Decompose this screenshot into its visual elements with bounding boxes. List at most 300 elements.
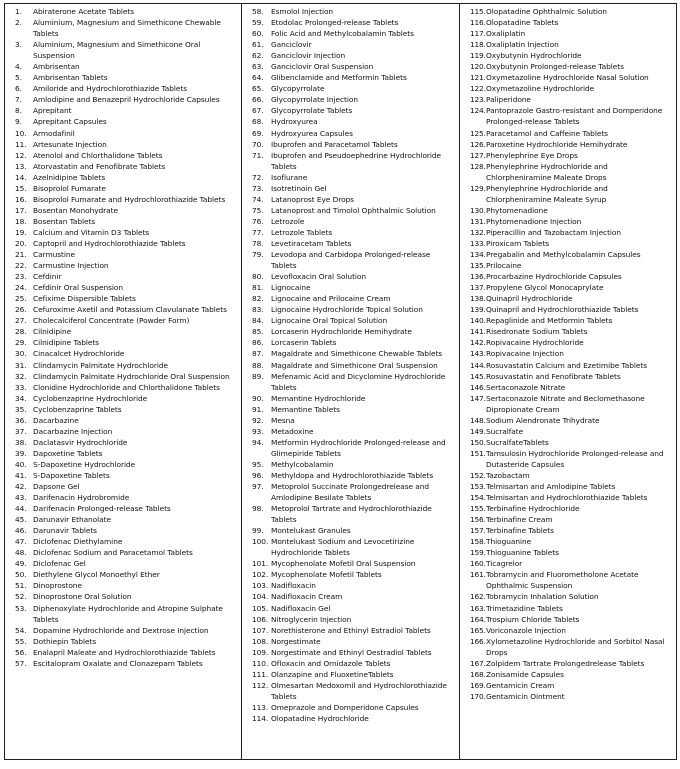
drug-name: Lignocaine and Prilocaine Cream xyxy=(271,294,391,304)
drug-name: Clindamycin Palmitate Hydrochloride Oral Suspension xyxy=(33,371,230,381)
list-item xyxy=(242,415,455,426)
drug-name: Daclatasvir Hydrochloride xyxy=(33,437,128,447)
item-number: 16. xyxy=(15,194,27,204)
list-item xyxy=(242,702,455,713)
item-number: 3. xyxy=(15,40,22,50)
list-item xyxy=(460,348,672,359)
item-number: 25. xyxy=(15,294,27,304)
list-item xyxy=(5,315,237,326)
item-number: 132. xyxy=(470,227,486,237)
drug-name: Cinacalcet Hydrochloride xyxy=(33,349,125,359)
list-item xyxy=(242,227,455,238)
item-number: 36. xyxy=(15,415,27,425)
item-number: 124. xyxy=(470,106,486,116)
list-item xyxy=(460,50,672,61)
drug-name: Amlodipine and Benazepril Hydrochloride Capsules xyxy=(33,95,220,105)
item-number: 12. xyxy=(15,150,27,160)
drug-name: Hydroxyurea Capsules xyxy=(271,128,353,138)
drug-name: Trimetazidine Tablets xyxy=(486,603,563,613)
item-number: 27. xyxy=(15,316,27,326)
drug-name: Lignocaine Oral Topical Solution xyxy=(271,316,388,326)
drug-name: Phenylephrine Eye Drops xyxy=(486,150,578,160)
item-number: 157. xyxy=(470,526,486,536)
drug-name: S-Dapoxetine Hydrochloride xyxy=(33,459,136,469)
item-number: 78. xyxy=(252,238,264,248)
drug-name: Rosuvastatin and Fenofibrate Tablets xyxy=(486,371,621,381)
drug-name: Sucralfate xyxy=(486,426,524,436)
item-number: 84. xyxy=(252,316,264,326)
drug-name: S-Dapoxetine Tablets xyxy=(33,470,110,480)
list-item xyxy=(460,94,672,105)
item-number: 130. xyxy=(470,205,486,215)
drug-name: Diethylene Glycol Monoethyl Ether xyxy=(33,570,160,580)
drug-name: Methylcobalamin xyxy=(271,459,334,469)
item-number: 138. xyxy=(470,294,486,304)
list-item xyxy=(460,271,672,282)
drug-list xyxy=(5,4,241,669)
item-number: 102. xyxy=(252,570,269,580)
list-item xyxy=(5,39,237,61)
list-item xyxy=(460,614,672,625)
list-item xyxy=(460,437,672,448)
list-item xyxy=(5,658,237,669)
item-number: 131. xyxy=(470,216,486,226)
list-item xyxy=(242,603,455,614)
drug-name: Gentamicin Cream xyxy=(486,680,555,690)
list-item xyxy=(460,426,672,437)
item-number: 135. xyxy=(470,261,486,271)
drug-name: Enalapril Maleate and Hydrochlorothiazide Tablets xyxy=(33,647,216,657)
list-item xyxy=(242,669,455,680)
list-item xyxy=(5,216,237,227)
drug-name: Paroxetine Hydrochloride Hemihydrate xyxy=(486,139,628,149)
list-item xyxy=(242,326,455,337)
drug-name: Zolpidem Tartrate Prolongedrelease Tablets xyxy=(486,658,645,668)
drug-name: Paracetamol and Caffeine Tablets xyxy=(486,128,608,138)
list-item xyxy=(242,72,455,83)
drug-name: Mycophenolate Mofetil Tablets xyxy=(271,570,382,580)
item-number: 26. xyxy=(15,305,27,315)
drug-name: Phenylephrine Hydrochloride and Chlorpheniramine Maleate Drops xyxy=(486,161,608,182)
item-number: 5. xyxy=(15,73,22,83)
list-item xyxy=(5,83,237,94)
item-number: 148. xyxy=(470,415,486,425)
drug-name: Cilnidipine xyxy=(33,327,72,337)
item-number: 50. xyxy=(15,570,27,580)
list-item xyxy=(5,525,237,536)
drug-name: Metformin Hydrochloride Prolonged-release and Glimepiride Tablets xyxy=(271,437,446,458)
item-number: 115. xyxy=(470,7,486,16)
item-number: 55. xyxy=(15,636,27,646)
drug-name: Esmolol Injection xyxy=(271,7,334,16)
item-number: 146. xyxy=(470,382,486,392)
list-item xyxy=(242,680,455,702)
list-item xyxy=(242,658,455,669)
item-number: 104. xyxy=(252,592,269,602)
list-item xyxy=(242,271,455,282)
drug-name: Dapoxetine Tablets xyxy=(33,448,103,458)
drug-name: Oxaliplatin Injection xyxy=(486,40,559,50)
drug-name: Captopril and Hydrochlorothiazide Tablets xyxy=(33,238,186,248)
drug-name: Aprepitant xyxy=(33,106,72,116)
drug-name: Cholecalciferol Concentrate (Powder Form) xyxy=(33,316,190,326)
drug-name: Atorvastatin and Fenofibrate Tablets xyxy=(33,161,166,171)
drug-name: Olmesartan Medoxomil and Hydrochlorothiazide Tablets xyxy=(271,680,447,701)
list-item xyxy=(5,172,237,183)
drug-name: Levodopa and Carbidopa Prolonged-release Tablets xyxy=(271,250,431,271)
list-item xyxy=(5,161,237,172)
drug-name: Aluminium, Magnesium and Simethicone Oral Suspension xyxy=(33,40,201,61)
item-number: 37. xyxy=(15,426,27,436)
drug-name: Ganciclovir xyxy=(271,40,312,50)
item-number: 54. xyxy=(15,625,27,635)
item-number: 114. xyxy=(252,714,269,723)
drug-name: Tazobactam xyxy=(486,470,530,480)
drug-name: Metadoxine xyxy=(271,426,314,436)
drug-name: Darifenacin Prolonged-release Tablets xyxy=(33,504,171,514)
drug-name: Abiraterone Acetate Tablets xyxy=(33,7,135,16)
drug-name: Etodolac Prolonged-release Tablets xyxy=(271,18,399,28)
list-item xyxy=(460,669,672,680)
drug-name: Ibuprofen and Pseudoephedrine Hydrochloride Tablets xyxy=(271,150,442,171)
item-number: 39. xyxy=(15,448,27,458)
item-number: 4. xyxy=(15,62,22,72)
item-number: 66. xyxy=(252,95,264,105)
item-number: 42. xyxy=(15,482,27,492)
drug-name: Olopatadine Ophthalmic Solution xyxy=(486,7,607,16)
item-number: 140. xyxy=(470,316,486,326)
list-item xyxy=(460,249,672,260)
drug-name: Magaldrate and Simethicone Oral Suspension xyxy=(271,360,438,370)
drug-name: Quinapril and Hydrochlorothiazide Tablets xyxy=(486,305,639,315)
drug-name: Terbinafine Tablets xyxy=(486,526,554,536)
list-item xyxy=(460,558,672,569)
list-item xyxy=(460,83,672,94)
item-number: 165. xyxy=(470,625,486,635)
list-item xyxy=(460,393,672,415)
drug-name: Diclofenac Gel xyxy=(33,559,86,569)
list-item xyxy=(460,205,672,216)
item-number: 168. xyxy=(470,669,486,679)
drug-name: Paliperidone xyxy=(486,95,531,105)
item-number: 86. xyxy=(252,338,264,348)
list-item xyxy=(242,28,455,39)
item-number: 152. xyxy=(470,470,486,480)
list-item xyxy=(460,315,672,326)
list-item xyxy=(5,404,237,415)
drug-name: Sertaconazole Nitrate xyxy=(486,382,566,392)
list-item xyxy=(242,83,455,94)
drug-name: Levetiracetam Tablets xyxy=(271,238,352,248)
list-item xyxy=(5,426,237,437)
drug-name: Voriconazole Injection xyxy=(486,625,566,635)
drug-name: Omeprazole and Domperidone Capsules xyxy=(271,702,419,712)
item-number: 145. xyxy=(470,371,486,381)
item-number: 46. xyxy=(15,526,27,536)
list-item xyxy=(242,61,455,72)
item-number: 137. xyxy=(470,283,486,293)
list-item xyxy=(242,105,455,116)
list-item xyxy=(460,161,672,183)
list-item xyxy=(242,481,455,503)
item-number: 85. xyxy=(252,327,264,337)
item-number: 97. xyxy=(252,482,264,492)
drug-name: Cefdinir Oral Suspension xyxy=(33,283,124,293)
item-number: 110. xyxy=(252,658,269,668)
item-number: 67. xyxy=(252,106,264,116)
item-number: 123. xyxy=(470,95,486,105)
item-number: 49. xyxy=(15,559,27,569)
drug-name: Tobramycin Inhalation Solution xyxy=(486,592,599,602)
list-item xyxy=(5,503,237,514)
list-item xyxy=(242,426,455,437)
list-item xyxy=(242,713,455,724)
item-number: 56. xyxy=(15,647,27,657)
item-number: 40. xyxy=(15,459,27,469)
list-item xyxy=(242,348,455,359)
drug-name: Oxaliplatin xyxy=(486,29,526,39)
drug-name: Diclofenac Diethylamine xyxy=(33,537,123,547)
list-item xyxy=(5,304,237,315)
item-number: 125. xyxy=(470,128,486,138)
item-number: 144. xyxy=(470,360,486,370)
item-number: 43. xyxy=(15,493,27,503)
drug-name: Norgestimate and Ethinyl Oestradiol Tablets xyxy=(271,647,432,657)
drug-name: Bosentan Tablets xyxy=(33,216,96,226)
list-item xyxy=(5,17,237,39)
drug-name: Sodium Alendronate Trihydrate xyxy=(486,415,600,425)
item-number: 98. xyxy=(252,504,264,514)
drug-name: Pregabalin and Methylcobalamin Capsules xyxy=(486,250,641,260)
drug-list xyxy=(460,4,676,702)
list-item xyxy=(460,680,672,691)
item-number: 68. xyxy=(252,117,264,127)
list-item xyxy=(460,304,672,315)
item-number: 136. xyxy=(470,272,486,282)
item-number: 116. xyxy=(470,18,486,28)
drug-name: Bisoprolol Fumarate and Hydrochlorothiazide Tablets xyxy=(33,194,226,204)
drug-name: Bosentan Monohydrate xyxy=(33,205,118,215)
drug-name: Lorcaserin Tablets xyxy=(271,338,337,348)
drug-name: Phytomenadione xyxy=(486,205,548,215)
drug-name: Armodafinil xyxy=(33,128,75,138)
drug-name: Nadifloxacin Cream xyxy=(271,592,343,602)
list-item xyxy=(242,183,455,194)
item-number: 106. xyxy=(252,614,269,624)
list-item xyxy=(460,470,672,481)
drug-name: Folic Acid and Methylcobalamin Tablets xyxy=(271,29,414,39)
list-item xyxy=(460,216,672,227)
drug-name: Trospium Chloride Tablets xyxy=(486,614,580,624)
list-item xyxy=(5,636,237,647)
list-item xyxy=(5,536,237,547)
item-number: 112. xyxy=(252,680,269,690)
list-item xyxy=(5,360,237,371)
item-number: 21. xyxy=(15,250,27,260)
list-item xyxy=(242,558,455,569)
drug-name: Letrozole Tablets xyxy=(271,227,333,237)
drug-name: Oxymetazoline Hydrochloride Nasal Solution xyxy=(486,73,649,83)
item-number: 139. xyxy=(470,305,486,315)
list-item xyxy=(242,205,455,216)
list-item xyxy=(242,150,455,172)
item-number: 120. xyxy=(470,62,486,72)
list-item xyxy=(460,514,672,525)
list-item xyxy=(5,116,237,127)
list-item xyxy=(242,293,455,304)
drug-name: Ropivacaine Hydrochloride xyxy=(486,338,584,348)
drug-name: Clonidine Hydrochloride and Chlorthalidone Tablets xyxy=(33,382,220,392)
item-number: 91. xyxy=(252,404,264,414)
list-item xyxy=(460,547,672,558)
list-item xyxy=(242,525,455,536)
list-item xyxy=(242,569,455,580)
drug-name: Diclofenac Sodium and Paracetamol Tablets xyxy=(33,548,193,558)
drug-name: Nadifloxacin Gel xyxy=(271,603,331,613)
drug-name: Dacarbazine xyxy=(33,415,79,425)
list-item xyxy=(460,17,672,28)
item-number: 28. xyxy=(15,327,27,337)
item-number: 90. xyxy=(252,393,264,403)
item-number: 167. xyxy=(470,658,486,668)
drug-name: Cefixime Dispersible Tablets xyxy=(33,294,136,304)
drug-name: Ambrisentan xyxy=(33,62,80,72)
list-item xyxy=(5,415,237,426)
item-number: 92. xyxy=(252,415,264,425)
drug-name: Lignocaine xyxy=(271,283,311,293)
drug-name: Cyclobenzaprine Hydrochloride xyxy=(33,393,148,403)
drug-name: Mesna xyxy=(271,415,295,425)
item-number: 158. xyxy=(470,537,486,547)
drug-name: Mycophenolate Mofetil Oral Suspension xyxy=(271,559,416,569)
item-number: 143. xyxy=(470,349,486,359)
drug-name: Lorcaserin Hydrochloride Hemihydrate xyxy=(271,327,412,337)
drug-name: Azelnidipine Tablets xyxy=(33,172,106,182)
list-item xyxy=(460,658,672,669)
drug-name: Thioguanine xyxy=(486,537,532,547)
drug-name: Escitalopram Oxalate and Clonazepam Tablets xyxy=(33,658,203,668)
list-item xyxy=(5,437,237,448)
item-number: 93. xyxy=(252,426,264,436)
list-item xyxy=(5,72,237,83)
drug-name: Repaglinide and Metformin Tablets xyxy=(486,316,613,326)
list-item xyxy=(460,326,672,337)
drug-name: Glycopyrrolate xyxy=(271,84,325,94)
drug-name: Xylometazoline Hydrochloride and Sorbitol Nasal Drops xyxy=(486,636,665,657)
item-number: 111. xyxy=(252,669,269,679)
list-item xyxy=(460,415,672,426)
list-item xyxy=(460,525,672,536)
item-number: 10. xyxy=(15,128,27,138)
item-number: 141. xyxy=(470,327,486,337)
item-number: 18. xyxy=(15,216,27,226)
item-number: 13. xyxy=(15,161,27,171)
list-item xyxy=(460,591,672,602)
item-number: 62. xyxy=(252,51,264,61)
item-number: 79. xyxy=(252,250,264,260)
list-item xyxy=(242,360,455,371)
list-item xyxy=(460,282,672,293)
drug-name: Terbinafine Cream xyxy=(486,515,553,525)
item-number: 7. xyxy=(15,95,22,105)
list-item xyxy=(5,470,237,481)
list-item xyxy=(242,116,455,127)
drug-name: Olopatadine Hydrochloride xyxy=(271,714,369,723)
item-number: 169. xyxy=(470,680,486,690)
item-number: 118. xyxy=(470,40,486,50)
item-number: 82. xyxy=(252,294,264,304)
item-number: 22. xyxy=(15,261,27,271)
item-number: 134. xyxy=(470,250,486,260)
list-item xyxy=(242,591,455,602)
drug-name: Latanoprost Eye Drops xyxy=(271,194,354,204)
item-number: 24. xyxy=(15,283,27,293)
list-item xyxy=(5,448,237,459)
item-number: 109. xyxy=(252,647,269,657)
list-item xyxy=(460,105,672,127)
drug-name: Norgestimate xyxy=(271,636,321,646)
list-item xyxy=(460,61,672,72)
list-item xyxy=(460,150,672,161)
item-number: 6. xyxy=(15,84,22,94)
list-item xyxy=(5,459,237,470)
drug-name: Aluminium, Magnesium and Simethicone Chewable Tablets xyxy=(33,18,221,39)
item-number: 159. xyxy=(470,548,486,558)
item-number: 30. xyxy=(15,349,27,359)
drug-name: Bisoprolol Fumarate xyxy=(33,183,106,193)
list-item xyxy=(5,481,237,492)
list-item xyxy=(242,39,455,50)
drug-name: Ganciclovir Oral Suspension xyxy=(271,62,374,72)
item-number: 11. xyxy=(15,139,27,149)
list-item xyxy=(5,271,237,282)
drug-name: Ambrisentan Tablets xyxy=(33,73,108,83)
drug-name: SucralfateTablets xyxy=(486,437,549,447)
item-number: 154. xyxy=(470,493,486,503)
drug-name: Sertaconazole Nitrate and Beclomethasone Dipropionate Cream xyxy=(486,393,645,414)
list-item xyxy=(460,536,672,547)
item-number: 170. xyxy=(470,691,486,701)
item-number: 2. xyxy=(15,18,22,28)
item-number: 52. xyxy=(15,592,27,602)
drug-name: Darifenacin Hydrobromide xyxy=(33,493,130,503)
drug-name: Cyclobenzaprine Tablets xyxy=(33,404,122,414)
item-number: 20. xyxy=(15,238,27,248)
list-item xyxy=(5,647,237,658)
list-item xyxy=(5,105,237,116)
item-number: 89. xyxy=(252,371,264,381)
drug-name: Pantoprazole Gastro-resistant and Domperidone Prolonged-release Tablets xyxy=(486,106,663,127)
item-number: 33. xyxy=(15,382,27,392)
list-item xyxy=(242,172,455,183)
item-number: 119. xyxy=(470,51,486,61)
item-number: 17. xyxy=(15,205,27,215)
list-item xyxy=(5,492,237,503)
drug-name: Glycopyrrolate Tablets xyxy=(271,106,353,116)
drug-name: Montelukast Granules xyxy=(271,526,351,536)
item-number: 164. xyxy=(470,614,486,624)
item-number: 87. xyxy=(252,349,264,359)
item-number: 15. xyxy=(15,183,27,193)
item-number: 80. xyxy=(252,272,264,282)
item-number: 103. xyxy=(252,581,269,591)
item-number: 151. xyxy=(470,448,486,458)
list-item xyxy=(5,150,237,161)
drug-name: Piperacillin and Tazobactam Injection xyxy=(486,227,622,237)
list-item xyxy=(242,238,455,249)
list-item xyxy=(5,260,237,271)
drug-name: Dapsone Gel xyxy=(33,482,80,492)
